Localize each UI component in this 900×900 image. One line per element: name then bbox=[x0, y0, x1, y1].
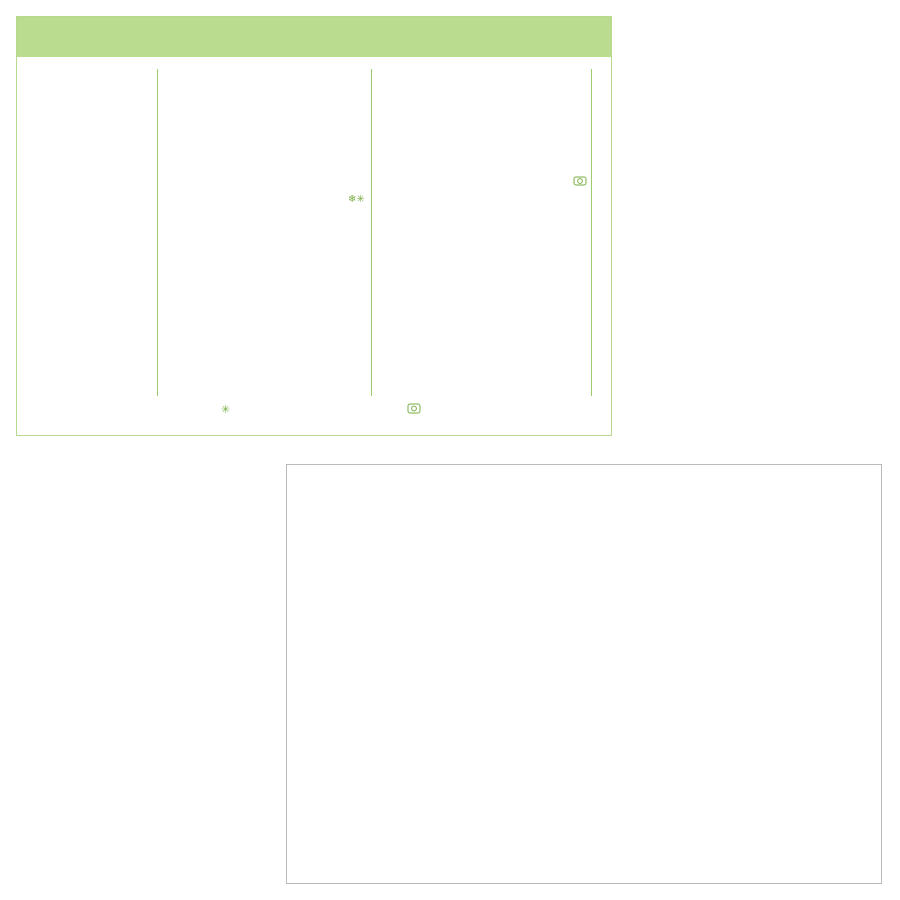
camera-icon bbox=[407, 402, 421, 414]
snow-icon bbox=[348, 192, 366, 204]
snow-icon bbox=[221, 402, 241, 416]
monthly-planner-sample bbox=[16, 16, 612, 436]
column-divider bbox=[157, 69, 158, 396]
camera-icon bbox=[573, 174, 587, 186]
svg-text:❄✳: ❄✳ bbox=[348, 194, 365, 204]
month-header-band bbox=[17, 17, 611, 57]
yearly-calendar-sample bbox=[286, 464, 882, 884]
column-divider bbox=[371, 69, 372, 396]
column-divider bbox=[591, 69, 592, 396]
svg-text:✳: ✳ bbox=[221, 403, 231, 416]
